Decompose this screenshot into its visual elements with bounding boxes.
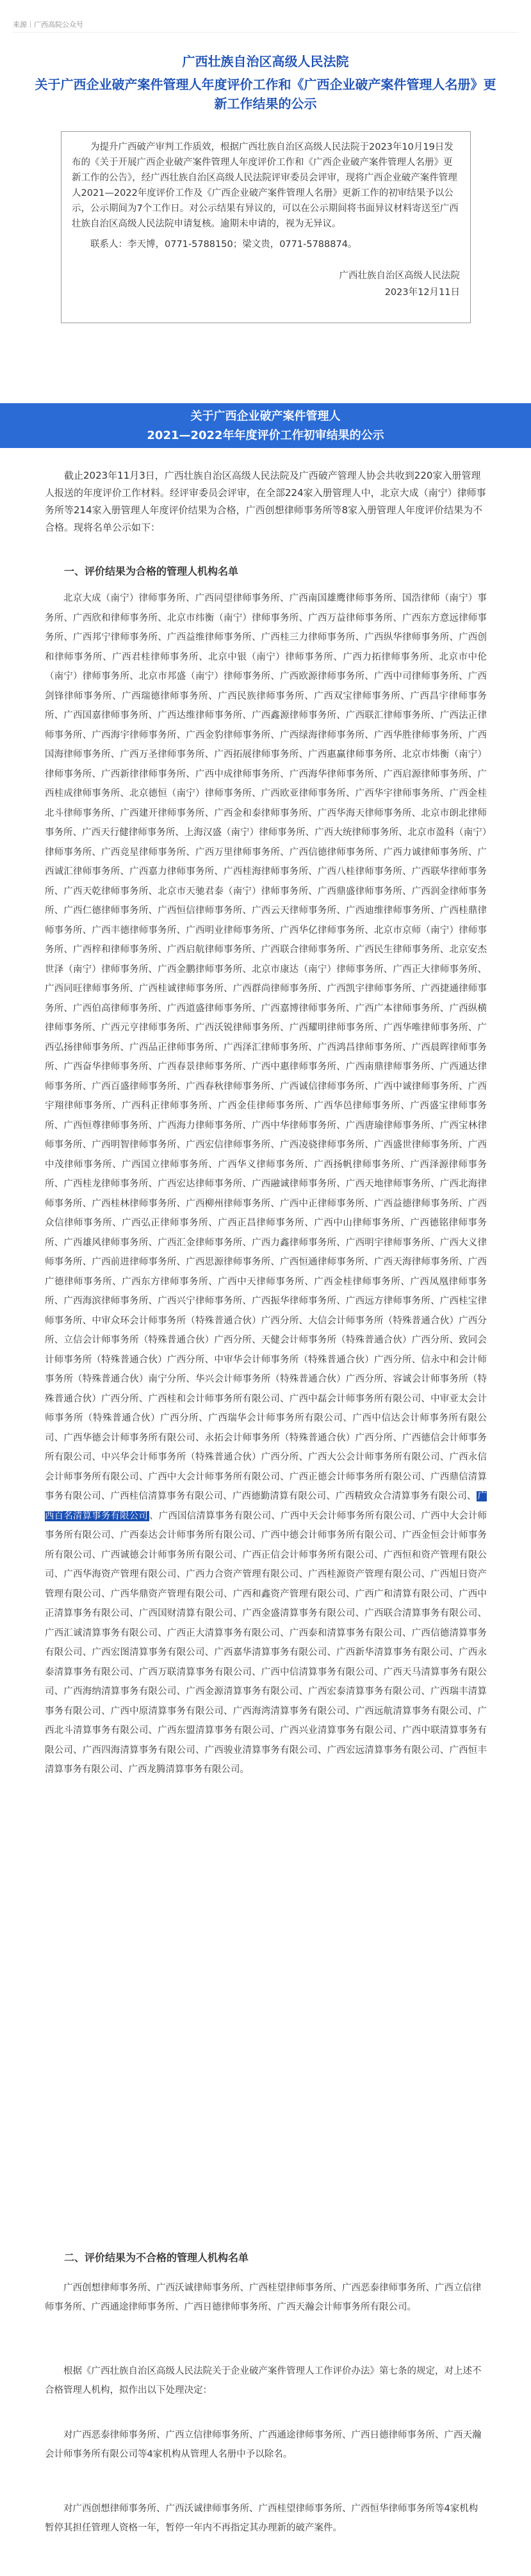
decision-paragraph-2: 对广西创想律师事务所、广西沃诚律师事务所、广西桂望律师事务所、广西恒华律师事务所等4家机构暂停其担任管理人资格一年，暂停一年内不再指定其办理新的破产案件。 <box>45 2504 478 2533</box>
notice-signature-block <box>72 268 460 301</box>
fail-firm-list: 广西创想律师事务所、广西沃诚律师事务所、广西桂望律师事务所、广西恶泰律师事务所、广西立信律师事务所、广西通途律师事务所、广西日德律师事务所、广西天瀚会计师事务所有限公司。 <box>45 2283 482 2312</box>
source-line: 来源｜广西高院公众号 <box>13 19 519 33</box>
pass-firm-list-text: 北京大成（南宁）律师事务所、广西同望律师事务所、广西南国雄鹰律师事务所、国浩律师（南宁）事务所、广西欣和律师事务所、北京市纬衡（南宁）律师事务所、广西万益律师事务所、广西东方意远律师事务所、广西邦宁律师事务所、广西益维律师事务所、广西桂三力律师事务所、广西纵华律师事务所、广西创和律师事务所、广西君桂律师事务所、北京中银（南宁）律师事务所、广西力拓律师事务所、北京市中伦（南宁）律师事务所、北京市邦盛（南宁）律师事务所、广西欧源律师事务所、广西中司律师事务所、广西剑锋律师事务所、广西瑞德律师事务所、广西民族律师事务所、广西双宝律师事务所、广西昌宇律师事务所、广西国嘉律师事务所、广西达维律师事务所、广西鑫源律师事务所、广西联汇律师事务所、广西法正律师事务所、广西海宇律师事务所、广西金豹律师事务所、广西绿海律师事务所、广西华胜律师事务所、广西国海律师事务所、广西万圣律师事务所、广西拓展律师事务所、广西惠赢律师事务所、北京市炜衡（南宁）律师事务所、广西新律律师事务所、广西中成律师事务所、广西海华律师事务所、广西启源律师事务所、广西桂成律师事务所、北京德恒（南宁）律师事务所、广西欧亚律师事务所、广西华宇律师事务所、广西金桂北斗律师事务所、广西建开律师事务所、广西金和泰律师事务所、广西华海天律师事务所、北京市朗北律师事务所、广西天行健律师事务所、上海汉盛（南宁）律师事务所、广西大统律师事务所、北京市盈科（南宁）律师事务所、广西竞星律师事务所、广西万里律师事务所、广西信德律师事务所、广西力诚律师事务所、广西诚汇律师事务所、广西嘉力律师事务所、广西桂海律师事务所、广西八桂律师事务所、广西联华律师事务所、广西天乾律师事务所、北京市天驰君泰（南宁）律师事务所、广西鼎盛律师事务所、广西润金律师事务所、广西仁德律师事务所、广西恒信律师事务所、广西云天律师事务所、广西迪维律师事务所、广西桂鼎律师事务所、广西丰德律师事务所、广西明业律师事务所、广西华亿律师事务所、北京市京师（南宁）律师事务所、广西梓和律师事务所、广西启航律师事务所、广西联合律师事务所、广西民生律师事务所、北京安杰世泽（南宁）律师事务所、广西金鹏律师事务所、北京市康达（南宁）律师事务所、广西正大律师事务所、广西同旺律师事务所、广西桂诚律师事务所、广西群尚律师事务所、广西凯宇律师事务所、广西捷通律师事务所、广西伯高律师事务所、广西道盛律师事务所、广西嘉博律师事务所、广西广本律师事务所、广西纵横律师事务所、广西元亨律师事务所、广西沃锐律师事务所、广西耀明律师事务所、广西华唯律师事务所、广西弘扬律师事务所、广西品正律师事务所、广西泽汇律师事务所、广西鸿昌律师事务所、广西晨晖律师事务所、广西奋华律师事务所、广西春景律师事务所、广西中惠律师事务所、广西南鼎律师事务所、广西通达律师事务所、广西百盛律师事务所、广西春秋律师事务所、广西诚信律师事务所、广西中诚律师事务所、广西宇翔律师事务所、广西科正律师事务所、广西金佳律师事务所、广西华邑律师事务所、广西盛宝律师事务所、广西恒尊律师事务所、广西海力律师事务所、广西中华律师事务所、广西唐瑜律师事务所、广西宝林律师事务所、广西明智律师事务所、广西宏信律师事务所、广西凌骁律师事务所、广西盛世律师事务所、广西中茂律师事务所、广西国立律师事务所、广西华义律师事务所、广西扬帆律师事务所、广西泽源律师事务所、广西桂龙律师事务所、广西宏达律师事务所、广西融诚律师事务所、广西天地律师事务所、广西北海律师事务所、广西桂林律师事务所、广西柳州律师事务所、广西中正律师事务所、广西益德律师事务所、广西众信律师事务所、广西弘正律师事务所、广西正昌律师事务所、广西中山律师事务所、广西德铭律师事务所、广西雄风律师事务所、广西汇金律师事务所、广西力鑫律师事务所、广西明宇律师事务所、广西大义律师事务所、广西前进律师事务所、广西思源律师事务所、广西恒通律师事务所、广西天海律师事务所、广西广德律师事务所、广西东方律师事务所、广西中天律师事务所、广西金桂律师事务所、广西凤凰律师事务所、广西海滨律师事务所、广西兴宁律师事务所、广西振华律师事务所、广西远方律师事务所、广西桂宝律师事务所、中审众环会计师事务所（特殊普通合伙）广西分所、大信会计师事务所（特殊普通合伙）广西分所、立信会计师事务所（特殊普通合伙）广西分所、天健会计师事务所（特殊普通合伙）广西分所、致同会计师事务所（特殊普通合伙）广西分所、中审华会计师事务所（特殊普通合伙）广西分所、信永中和会计师事务所（特殊普通合伙）南宁分所、华兴会计师事务所（特殊普通合伙）广西分所、容诚会计师事务所（特殊普通合伙）广西分所、广西桂和会计师事务所有限公司、广西中磊会计师事务所有限公司、中审亚太会计师事务所（特殊普通合伙）广西分所、广西瑞华会计师事务所有限公司、广西中信达会计师事务所有限公司、广西华德会计师事务所有限公司、永拓会计师事务所（特殊普通合伙）广西分所、广西德信会计师事务所有限公司、中兴华会计师事务所（特殊普通合伙）广西分所、广西大公会计师事务所有限公司、广西永信会计师事务所有限公司、广西中大会计师事务所有限公司、广西正德会计师事务所有限公司、广西鼎信清算事务有限公司、广西桂信清算事务有限公司、广西德勤清算有限公司、广西精致众合清算事务有限公司、 <box>45 593 487 1501</box>
intro-paragraph: 截止2023年11月3日，广西壮族自治区高级人民法院及广西破产管理人协会共收到220家入册管理人报送的年度评价工作材料。经评审委员会评审，在全部224家入册管理人中，北京大成（南宁）律师事务所等214家入册管理人年度评价结果为合格，广西创想律师事务所等8家入册管理人年度评价结果为不合格。现将名单公示如下： <box>45 470 486 533</box>
decision-paragraph-1: 对广西恶泰律师事务所、广西立信律师事务所、广西通途律师事务所、广西日德律师事务所、广西天瀚会计师事务所有限公司等4家机构从管理人名册中予以除名。 <box>45 2430 482 2460</box>
notice-paragraph: 为提升广西破产审判工作质效，根据广西壮族自治区高级人民法院于2023年10月19日发布的《关于开展广西企业破产案件管理人年度评价工作和《广西企业破产案件管理人名册》更新工作的公告》，经广西壮族自治区高级人民法院评审委员会评审，现将广西企业破产案件管理人2021—2022年度评价工作及《广西企业破产案件管理人名册》更新工作的初审结果予以公示，公示期间为7个工作日。对公示结果有异议的，可以在公示期间将书面异议材料寄送至广西壮族自治区高级人民法院申请复核。逾期未申请的，视为无异议。 <box>72 142 459 229</box>
highlighted-firm: 广西百名清算事务有限公司 <box>45 1491 487 1521</box>
pass-firm-list-text-after: 、广西国信清算事务有限公司、广西中天会计师事务所有限公司、广西中大会计师事务所有限公司、广西泰达会计师事务所有限公司、广西中德会计师事务所有限公司、广西金恒会计师事务所有限公司、广西诚德会计师事务所有限公司、广西正信会计师事务所有限公司、广西恒和资产管理有限公司、广西华海资产管理有限公司、广西力合资产管理有限公司、广西桂源资产管理有限公司、广西旭日资产管理有限公司、广西华鼎资产管理有限公司、广西和鑫资产管理有限公司、广西广和清算有限公司、广西中正清算事务有限公司、广西国财清算有限公司、广西金盛清算事务有限公司、广西联合清算事务有限公司、广西汇诚清算事务有限公司、广西正大清算事务有限公司、广西泰和清算事务有限公司、广西信德清算事务有限公司、广西宏图清算事务有限公司、广西嘉华清算事务有限公司、广西新华清算事务有限公司、广西永泰清算事务有限公司、广西万联清算事务有限公司、广西中信清算事务有限公司、广西天马清算事务有限公司、广西海纳清算事务有限公司、广西金源清算事务有限公司、广西宏泰清算事务有限公司、广西瑞丰清算事务有限公司、广西中原清算事务有限公司、广西海湾清算事务有限公司、广西远航清算事务有限公司、广西北斗清算事务有限公司、广西东盟清算事务有限公司、广西兴业清算事务有限公司、广西中联清算事务有限公司、广西四海清算事务有限公司、广西骏业清算事务有限公司、广西宏远清算事务有限公司、广西恒丰清算事务有限公司、广西龙腾清算事务有限公司。 <box>45 1510 487 1775</box>
court-name: 广西壮族自治区高级人民法院 <box>182 54 349 69</box>
notice-contact: 联系人：李天博，0771-5788150；梁文贵，0771-5788874。 <box>90 239 357 250</box>
notice-signature: 广西壮族自治区高级人民法院 <box>339 271 460 281</box>
notice-box <box>61 131 471 323</box>
section-heading-pass: 一、评价结果为合格的管理人机构名单 <box>64 565 239 577</box>
notice-date: 2023年12月11日 <box>384 287 460 298</box>
banner-line-2: 2021—2022年年度评价工作初审结果的公示 <box>147 429 384 442</box>
banner-line-1: 关于广西企业破产案件管理人 <box>190 410 341 423</box>
rule-paragraph: 根据《广西壮族自治区高级人民法院关于企业破产案件管理人工作评价办法》第七条的规定，对上述不合格管理人机构，拟作出以下处理决定： <box>45 2366 482 2396</box>
section-banner <box>0 403 531 448</box>
pass-firm-list <box>45 589 487 2214</box>
section-heading-fail: 二、评价结果为不合格的管理人机构名单 <box>64 2252 249 2264</box>
page-title: 关于广西企业破产案件管理人年度评价工作和《广西企业破产案件管理人名册》更新工作结果的公示 <box>35 77 496 111</box>
title-block <box>0 51 531 113</box>
